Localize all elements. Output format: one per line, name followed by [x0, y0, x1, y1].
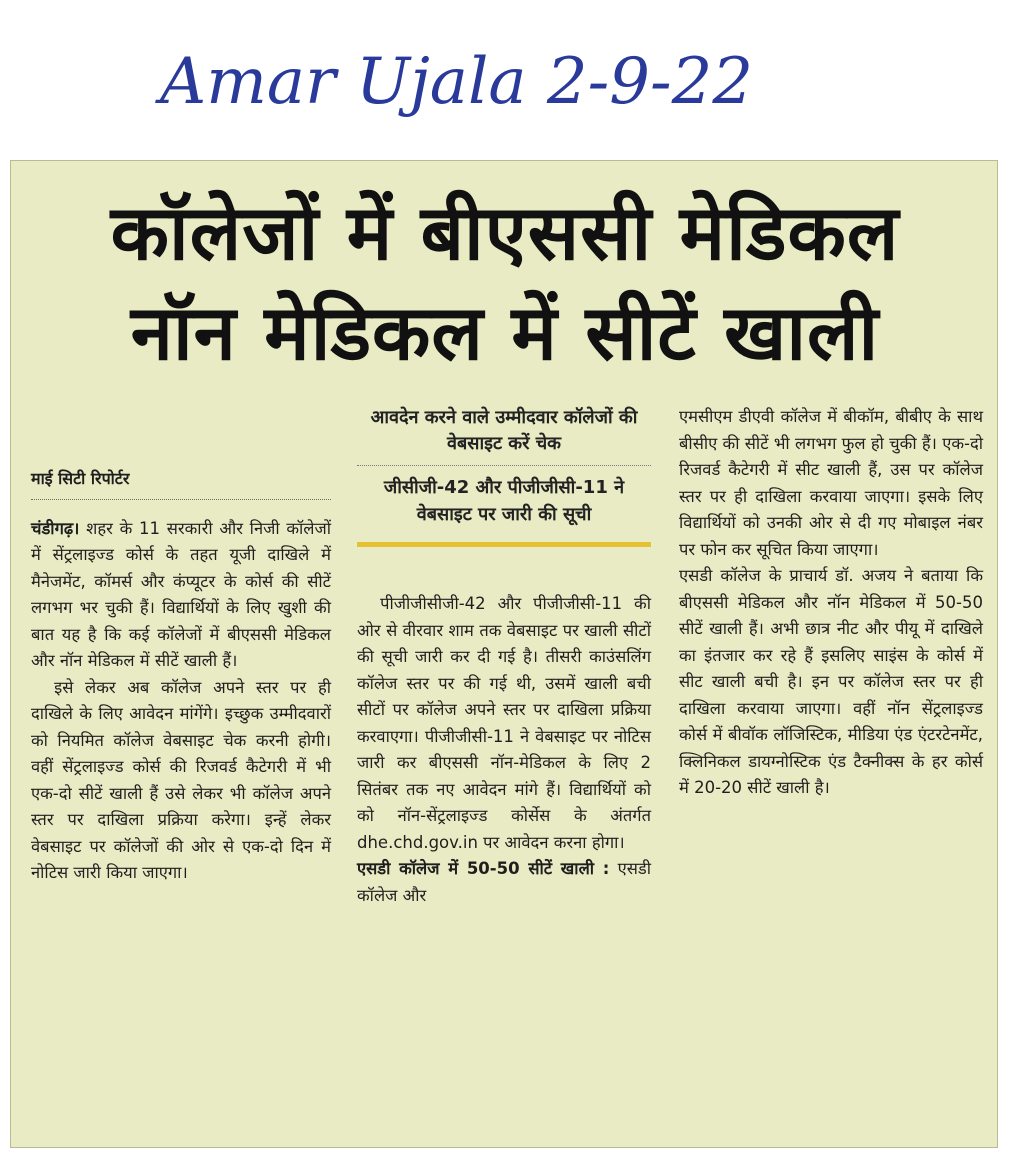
column-2-paragraph-2	[357, 856, 651, 909]
headline-line-1: कॉलेजों में बीएससी मेडिकल	[110, 188, 900, 277]
column-3-paragraph-2: एसडी कॉलेज के प्राचार्य डॉ. अजय ने बताया कि बीएससी मेडिकल और नॉन मेडिकल में 50-50 सीटें खाली हैं। अभी छात्र नीट और पीयू में दाखिले का इंतजार कर रहे हैं इसलिए साइंस के कोर्स में सीट खाली बची है। इन पर कॉलेज स्तर पर ही दाखिला करवाया जाएगा। वहीं नॉन सेंट्रलाइज्ड कोर्स में बीवॉक लॉजिस्टिक, मीडिया एंड एंटरटेनमेंट, क्लिनिकल डायग्नोस्टिक एंड टैक्नीक्स के हर कोर्स में 20-20 सीटें खाली है।	[679, 566, 983, 797]
dateline: चंडीगढ़।	[31, 518, 80, 538]
deck-line-1: आवदेन करने वाले उम्मीदवार कॉलेजों की वेबसाइट करें चेक	[357, 405, 651, 466]
deck-line-2: जीसीजी-42 और पीजीजीसी-11 ने वेबसाइट पर जारी की सूची	[383, 477, 625, 525]
column-1-paragraph-1	[31, 516, 331, 675]
handwritten-note: Amar Ujala 2-9-22	[160, 45, 754, 119]
subhead: एसडी कॉलेज में 50-50 सीटें खाली :	[357, 859, 610, 878]
byline: माई सिटी रिपोर्टर	[31, 466, 331, 500]
headline-line-2: नॉन मेडिकल में सीटें खाली	[130, 288, 880, 377]
column-2-paragraph-2-text: एसडी कॉलेज और	[357, 859, 651, 905]
column-1-paragraph-1-text: शहर के 11 सरकारी और निजी कॉलेजों में सेंट्रलाइज्ड कोर्स के तहत यूजी दाखिले में मैनेजमेंट, कॉमर्स और कंप्यूटर के कोर्स की सीटें लगभग भर चुकी हैं। विद्यार्थियों के लिए खुशी की बात यह है कि कई कॉलेजों में बीएससी मेडिकल और नॉन मेडिकल में सीटें खाली हैं।	[31, 518, 331, 670]
highlight-rule	[357, 542, 651, 547]
column-1-paragraph-2: इसे लेकर अब कॉलेज अपने स्तर पर ही दाखिले के लिए आवेदन मांगेंगे। इच्छुक उम्मीदवारों को नियमित कॉलेज वेबसाइट चेक करनी होगी। वहीं सेंट्रलाइज्ड कोर्स की रिजवर्ड कैटेगरी में भी एक-दो सीटें खाली हैं उसे लेकर भी कॉलेज अपने स्तर पर दाखिला प्रक्रिया करेगा। इन्हें लेकर वेबसाइट पर कॉलेजों की ओर से एक-दो दिन में नोटिस जारी किया जाएगा।	[31, 677, 331, 882]
column-2	[357, 591, 651, 909]
column-2-paragraph-1: पीजीजीसीजी-42 और पीजीजीसी-11 की ओर से वीरवार शाम तक वेबसाइट पर खाली सीटों की सूची जारी कर दी गई है। तीसरी काउंसलिंग कॉलेज स्तर पर की गई थी, उसमें खाली बची सीटों पर कॉलेज अपने स्तर पर दाखिला प्रक्रिया करवाएगा। पीजीजीसी-11 ने वेबसाइट पर नोटिस जारी कर बीएससी नॉन-मेडिकल के लिए 2 सितंबर तक नए आवेदन मांगे हैं। विद्यार्थियों को को नॉन-सेंट्रलाइज्ड कोर्सेस के अंतर्गत dhe.chd.gov.in पर आवेदन करना होगा।	[357, 594, 651, 852]
newspaper-clipping	[10, 160, 998, 1148]
column-3	[679, 404, 983, 802]
column-1	[31, 466, 331, 887]
column-3-paragraph-1: एमसीएम डीएवी कॉलेज में बीकॉम, बीबीए के साथ बीसीए की सीटें भी लगभग फुल हो चुकी हैं। एक-दो रिजवर्ड कैटेगरी में सीट खाली हैं, उस पर कॉलेज स्तर पर ही दाखिला करवाया जाएगा। इसके लिए विद्यार्थियों को उनकी ओर से दी गए मोबाइल नंबर पर फोन कर सूचित किया जाएगा।	[679, 407, 983, 559]
handwritten-annotation	[150, 18, 770, 138]
deck-headline	[357, 405, 651, 547]
headline	[11, 183, 999, 383]
